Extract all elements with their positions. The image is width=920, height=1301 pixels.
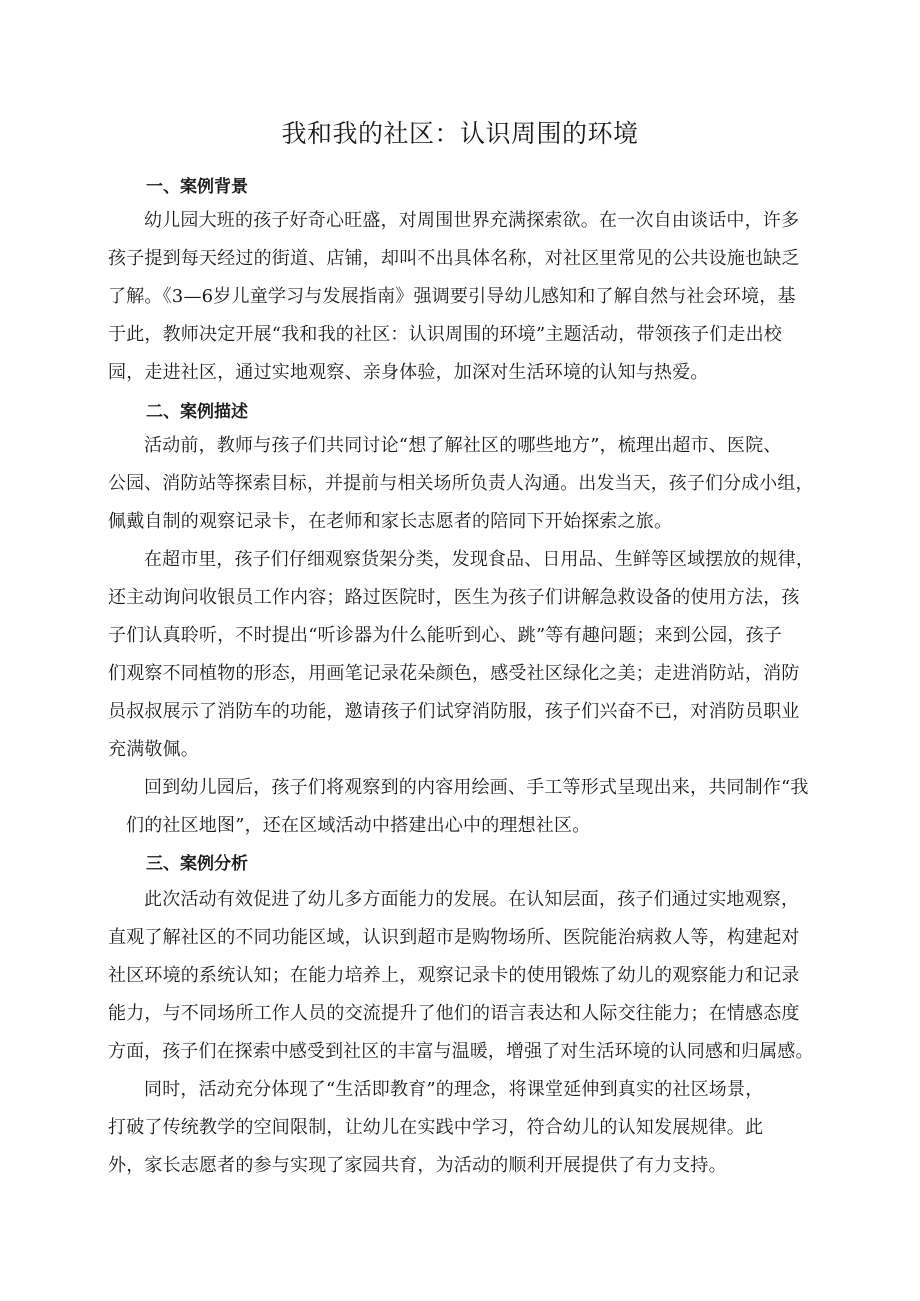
text-line: 园，走进社区，通过实地观察、亲身体验，加深对生活环境的认知与热爱。 — [108, 362, 709, 383]
text-line: 们的社区地图”，还在区域活动中搭建出心中的理想社区。 — [126, 815, 591, 836]
text-line: 打破了传统教学的空间限制，让幼儿在实践中学习，符合幼儿的认知发展规律。此 — [108, 1117, 764, 1138]
document-title: 我和我的社区：认识周围的环境 — [281, 119, 639, 148]
text-line: 外，家长志愿者的参与实现了家园共育，为活动的顺利开展提供了有力支持。 — [108, 1155, 727, 1176]
paragraph-background — [108, 202, 816, 392]
text-line: 同时，活动充分体现了“生活即教育”的理念，将课堂延伸到真实的社区场景， — [144, 1079, 764, 1100]
text-line: 回到幼儿园后，孩子们将观察到的内容用绘画、手工等形式呈现出来，共同制作“我 — [144, 777, 809, 798]
text-line: 了解。《3—6岁儿童学习与发展指南》强调要引导幼儿感知和了解自然与社会环境，基 — [108, 286, 796, 307]
text-line: 活动前，教师与孩子们共同讨论“想了解社区的哪些地方”，梳理出超市、医院、 — [144, 435, 782, 456]
text-line: 此次活动有效促进了幼儿多方面能力的发展。在认知层面，孩子们通过实地观察， — [144, 889, 800, 910]
text-line: 子们认真聆听，不时提出“听诊器为什么能听到心、跳”等有趣问题；来到公园，孩子 — [108, 625, 783, 646]
text-line: 员叔叔展示了消防车的功能，邀请孩子们试穿消防服，孩子们兴奋不已，对消防员职业 — [108, 701, 800, 722]
text-line: 直观了解社区的不同功能区域，认识到超市是购物场所、医院能治病救人等，构建起对 — [108, 927, 800, 948]
text-line: 能力，与不同场所工作人员的交流提升了他们的语言表达和人际交往能力；在情感态度 — [108, 1003, 800, 1024]
paragraph-description-1 — [108, 427, 816, 541]
section-heading-analysis: 三、案例分析 — [146, 854, 248, 874]
text-line: 社区环境的系统认知；在能力培养上，观察记录卡的使用锻炼了幼儿的观察能力和记录 — [108, 965, 800, 986]
text-line: 于此，教师决定开展“我和我的社区：认识周围的环境”主题活动，带领孩子们走出校 — [108, 324, 783, 345]
text-line: 方面，孩子们在探索中感受到社区的丰富与温暖，增强了对生活环境的认同感和归属感。 — [108, 1041, 814, 1062]
section-heading-description: 二、案例描述 — [146, 402, 248, 422]
section-heading-background: 一、案例背景 — [146, 177, 248, 197]
paragraph-description-3 — [108, 769, 816, 845]
text-line: 充满敬佩。 — [108, 739, 199, 760]
text-line: 佩戴自制的观察记录卡，在老师和家长志愿者的陪同下开始探索之旅。 — [108, 511, 673, 532]
text-line: 还主动询问收银员工作内容；路过医院时，医生为孩子们讲解急救设备的使用方法，孩 — [108, 587, 800, 608]
paragraph-analysis-1 — [108, 881, 816, 1071]
text-line: 公园、消防站等探索目标，并提前与相关场所负责人沟通。出发当天，孩子们分成小组， — [108, 473, 814, 494]
text-line: 孩子提到每天经过的街道、店铺，却叫不出具体名称，对社区里常见的公共设施也缺乏 — [108, 248, 800, 269]
text-line: 们观察不同植物的形态，用画笔记录花朵颜色，感受社区绿化之美；走进消防站，消防 — [108, 663, 800, 684]
text-line: 幼儿园大班的孩子好奇心旺盛，对周围世界充满探索欲。在一次自由谈话中，许多 — [144, 210, 800, 231]
text-line: 在超市里，孩子们仔细观察货架分类，发现食品、日用品、生鲜等区域摆放的规律， — [144, 549, 814, 570]
paragraph-analysis-2 — [108, 1071, 816, 1185]
paragraph-description-2 — [108, 541, 816, 769]
